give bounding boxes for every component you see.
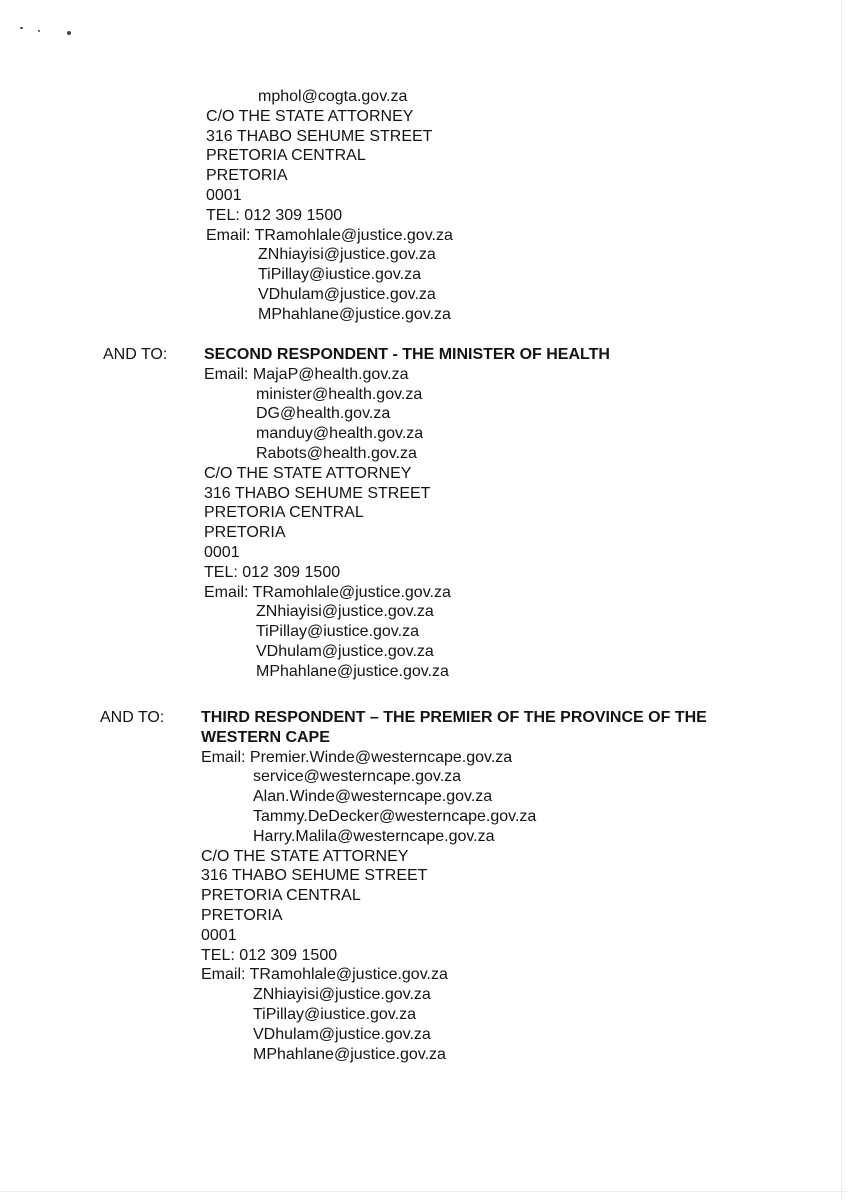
address-line: PRETORIA CENTRAL — [201, 887, 361, 905]
email-line: manduy@health.gov.za — [256, 425, 424, 443]
address-line: PRETORIA — [201, 906, 283, 924]
email-line: Tammy.DeDecker@westerncape.gov.za — [253, 807, 537, 825]
email-line: ZNhiayisi@justice.gov.za — [258, 246, 436, 264]
and-to-label: AND TO: — [100, 709, 165, 726]
scan-speck — [20, 27, 23, 29]
address-line: C/O THE STATE ATTORNEY — [204, 464, 412, 482]
telephone: TEL: 012 309 1500 — [206, 206, 343, 224]
address-line: C/O THE STATE ATTORNEY — [201, 847, 409, 865]
scan-edge-bottom — [0, 1191, 848, 1192]
address-line: 316 THABO SEHUME STREET — [206, 127, 433, 145]
address-line: 0001 — [206, 186, 242, 204]
email-line: service@westerncape.gov.za — [253, 768, 462, 786]
email-line: VDhulam@justice.gov.za — [253, 1025, 431, 1043]
email-line: TiPillay@iustice.gov.za — [253, 1005, 416, 1023]
address-line: 316 THABO SEHUME STREET — [201, 867, 428, 885]
and-to-label: AND TO: — [103, 346, 168, 363]
address-line: PRETORIA — [206, 167, 288, 185]
email-line: VDhulam@justice.gov.za — [258, 285, 436, 303]
respondent-heading-line-1: THIRD RESPONDENT – THE PREMIER OF THE PROVINCE OF THE — [201, 709, 707, 726]
top-email: mphol@cogta.gov.za — [258, 88, 408, 105]
respondent-heading: SECOND RESPONDENT - THE MINISTER OF HEALTH — [204, 346, 610, 363]
scan-edge-right — [841, 0, 842, 1200]
respondent-heading-line-2: WESTERN CAPE — [201, 728, 330, 746]
email-line: DG@health.gov.za — [256, 405, 391, 423]
email-line: Email: MajaP@health.gov.za — [204, 365, 409, 383]
email-line: Rabots@health.gov.za — [256, 444, 417, 462]
email-line: Harry.Malila@westerncape.gov.za — [253, 827, 495, 845]
email-line: TiPillay@iustice.gov.za — [256, 623, 419, 641]
email-line: Email: TRamohlale@justice.gov.za — [204, 583, 451, 601]
scan-speck — [67, 31, 71, 35]
email-line: minister@health.gov.za — [256, 385, 423, 403]
email-line: MPhahlane@justice.gov.za — [258, 305, 451, 323]
first-respondent-continued — [206, 87, 453, 325]
address-line: 0001 — [201, 926, 237, 944]
email-line: VDhulam@justice.gov.za — [256, 642, 434, 660]
address-line: PRETORIA CENTRAL — [204, 504, 364, 522]
email-line: Email: Premier.Winde@westerncape.gov.za — [201, 748, 513, 766]
email-line: Email: TRamohlale@justice.gov.za — [206, 226, 453, 244]
email-line: Alan.Winde@westerncape.gov.za — [253, 788, 493, 806]
address-line: 0001 — [204, 543, 240, 561]
email-line: ZNhiayisi@justice.gov.za — [253, 986, 431, 1004]
email-line: MPhahlane@justice.gov.za — [256, 662, 449, 680]
second-respondent — [204, 345, 610, 682]
address-line: PRETORIA CENTRAL — [206, 147, 366, 165]
scan-speck — [38, 30, 40, 32]
email-line: MPhahlane@justice.gov.za — [253, 1045, 446, 1063]
email-line: TiPillay@iustice.gov.za — [258, 266, 421, 284]
telephone: TEL: 012 309 1500 — [204, 563, 341, 581]
address-line: PRETORIA — [204, 524, 286, 542]
telephone: TEL: 012 309 1500 — [201, 946, 338, 964]
third-respondent — [201, 708, 707, 1064]
address-line: 316 THABO SEHUME STREET — [204, 484, 431, 502]
email-line: ZNhiayisi@justice.gov.za — [256, 603, 434, 621]
email-line: Email: TRamohlale@justice.gov.za — [201, 966, 448, 984]
address-line: C/O THE STATE ATTORNEY — [206, 107, 414, 125]
